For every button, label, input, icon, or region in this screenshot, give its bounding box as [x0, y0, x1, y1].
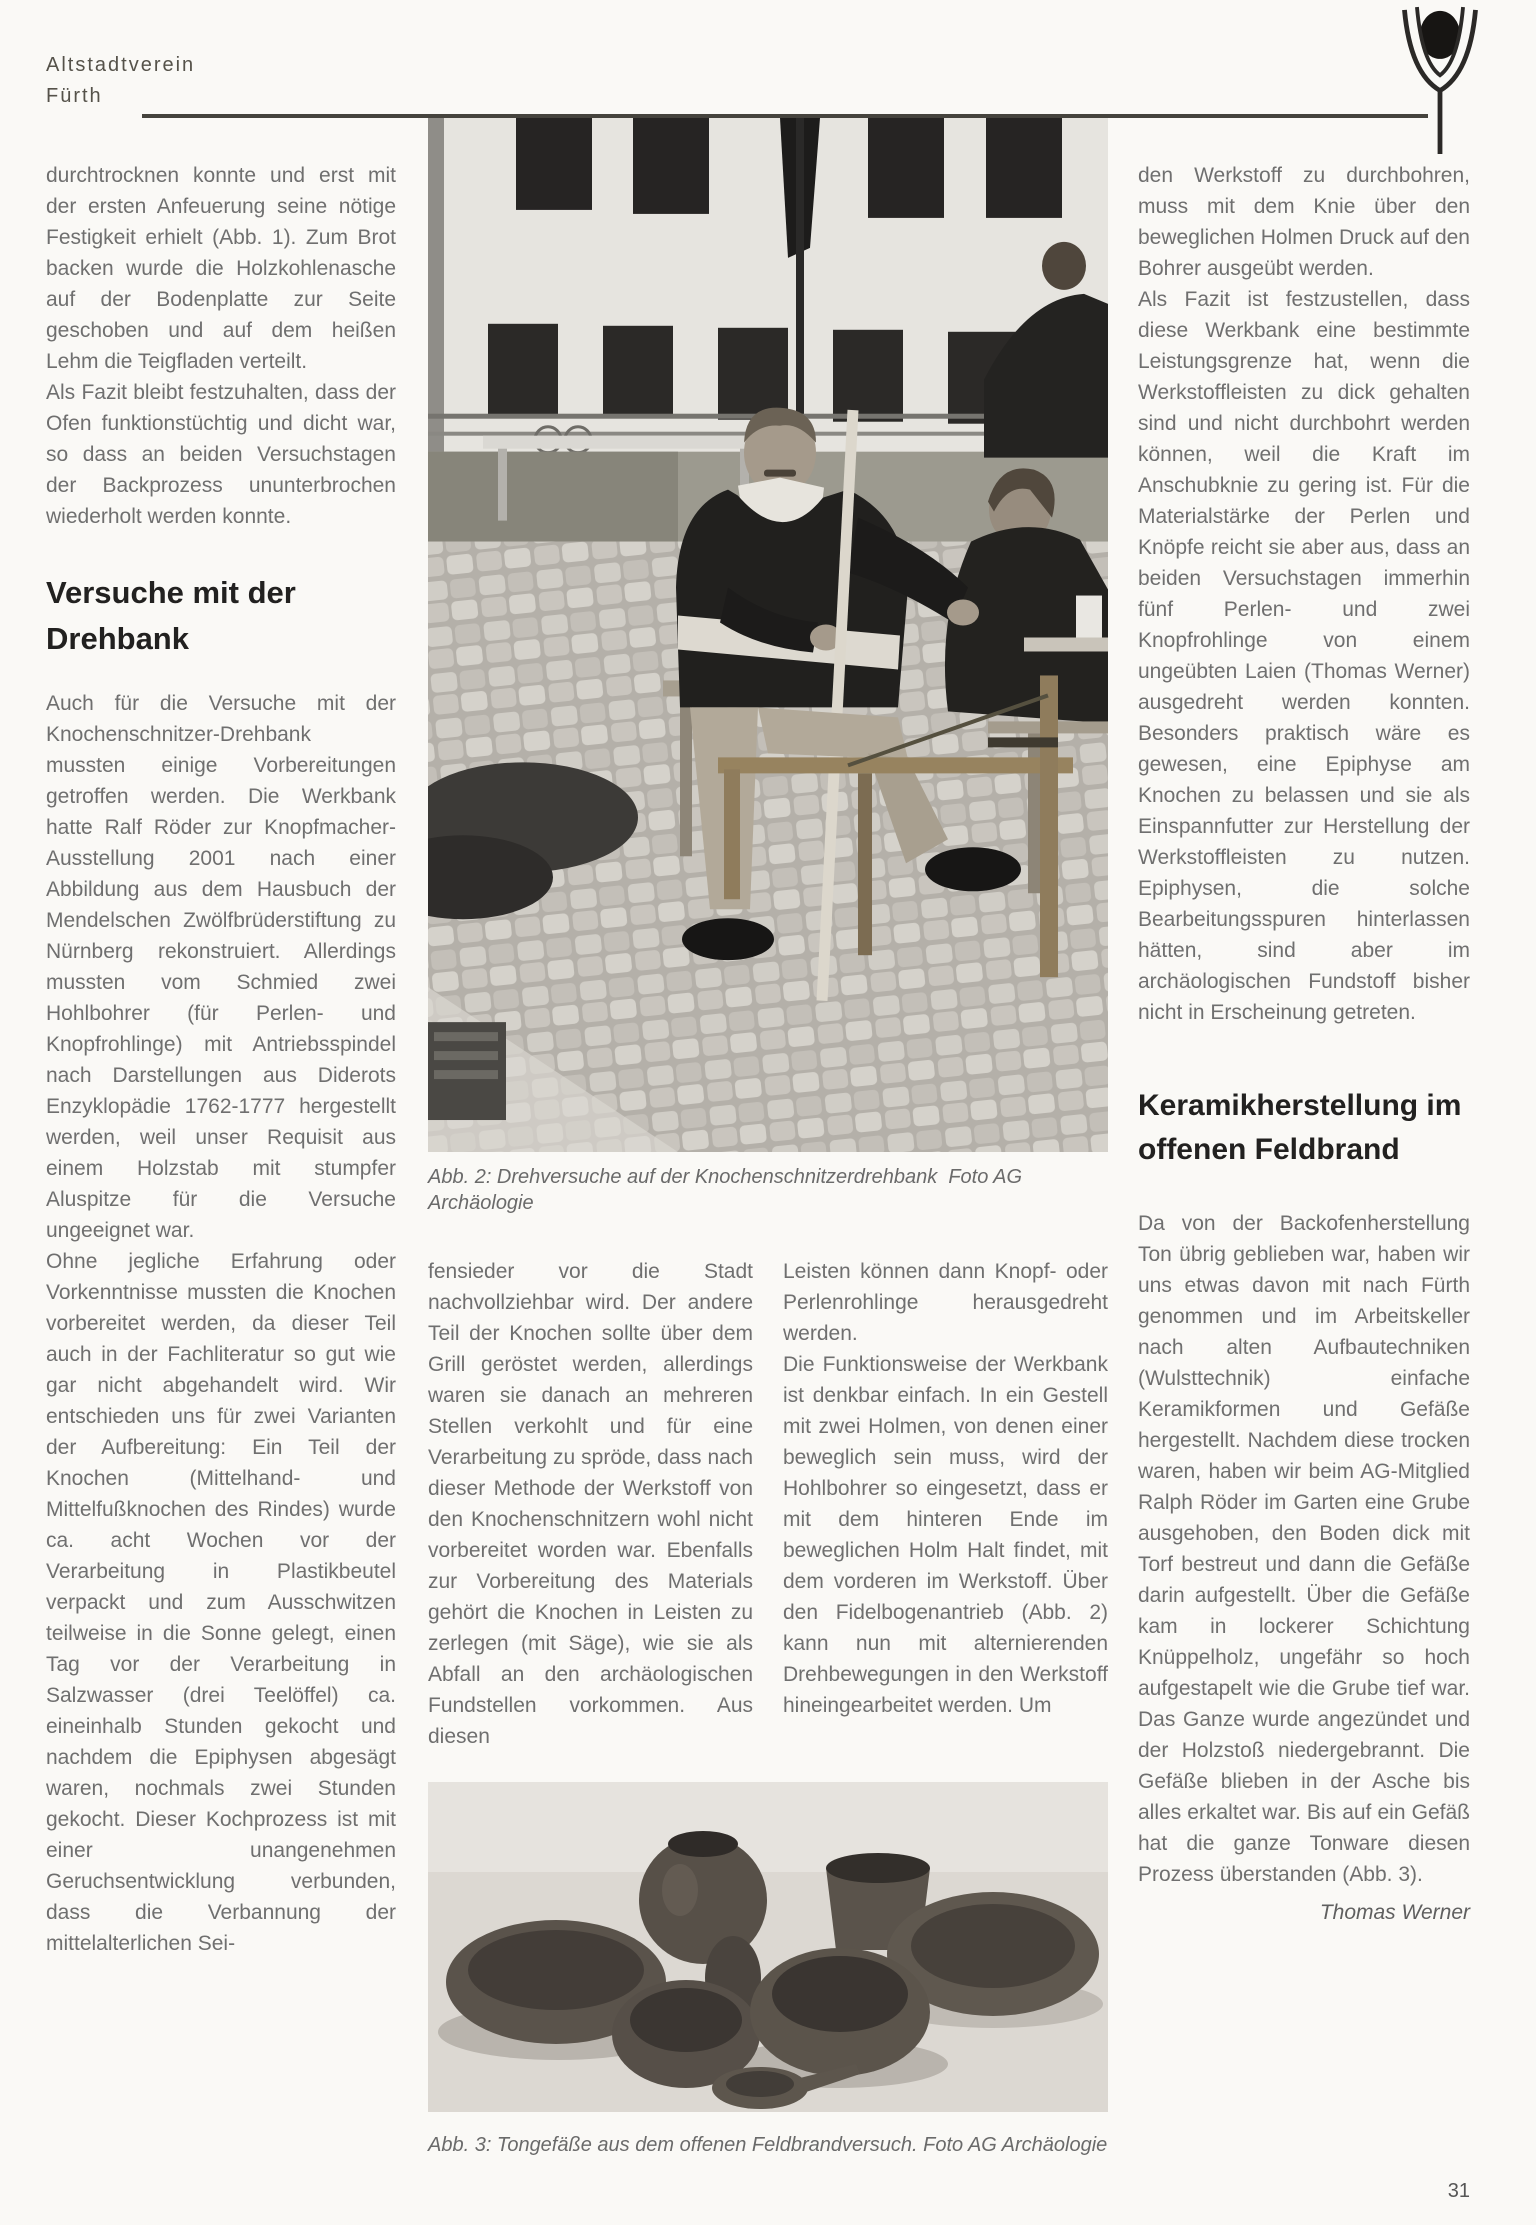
- body-paragraph: durchtrocknen konnte und erst mit der ersten Anfeuerung seine nötige Festigkeit erhielt (Abb. 1). Zum Brot backen wurde die Holzkohlenasche auf der Bodenplatte zur Seite geschoben und auf dem heißen Lehm die Teigfladen verteilt.: [46, 164, 396, 373]
- middle-subcolumn-b: [783, 1256, 1108, 1752]
- photo-drehbank-abb2: [428, 118, 1108, 1152]
- photo-tongefaesse-abb3: [428, 1782, 1108, 2112]
- body-paragraph: Als Fazit bleibt festzuhalten, dass der Ofen funktionstüchtig und dicht war, so dass an beiden Versuchstagen der Backprozess ununterbrochen wiederholt werden konnte.: [46, 381, 396, 528]
- body-paragraph: fensieder vor die Stadt nachvollziehbar wird. Der andere Teil der Knochen sollte über dem Grill geröstet werden, allerdings waren sie danach an mehreren Stellen verkohlt und für eine Verarbeitung zu spröde, dass nach dieser Methode der Werkstoff von den Knochenschnitzern wohl nicht vorbereitet worden war. Ebenfalls zur Vorbereitung des Materials gehört die Knochen in Leisten zu zerlegen (mit Säge), wie sie als Abfall an den archäologischen Fundstellen vorkommen. Aus diesen: [428, 1260, 753, 1748]
- middle-text-columns: [428, 1256, 1108, 1752]
- brand-association: Altstadtverein: [46, 54, 196, 76]
- body-paragraph: Da von der Backofenherstellung Ton übrig geblieben war, haben wir uns etwas davon mit nach Fürth genommen und im Arbeitskeller nach alten Aufbautechniken (Wulsttechnik) einfache Keramikformen und Gefäße hergestellt. Nachdem diese trocken waren, haben wir beim AG-Mitglied Ralph Röder im Garten eine Grube ausgehoben, den Boden dick mit Torf bestreut und dann die Gefäße darin aufgestellt. Über die Gefäße kam in lockerer Schichtung Knüppelholz, ungefähr so hoch aufgestapelt wie die Grube tief war. Das Ganze wurde angezündet und der Holzstoß niedergebrannt. Die Gefäße blieben in der Asche bis alles erkaltet war. Bis auf ein Gefäß hat die ganze Tonware diesen Prozess überstanden (Abb. 3).: [1138, 1212, 1470, 1886]
- figure-abb2-caption: Abb. 2: Drehversuche auf der Knochenschnitzerdrehbank Foto AG Archäologie: [428, 1166, 1027, 1214]
- section-heading-keramik: Keramikherstellung im offenen Feldbrand: [1138, 1089, 1462, 1166]
- section-heading-drehbank: Versuche mit der Drehbank: [46, 575, 296, 656]
- figure-abb3-caption: Abb. 3: Tongefäße aus dem offenen Feldbrandversuch. Foto AG Archäologie: [428, 2134, 1108, 2156]
- page-number: 31: [1447, 2180, 1470, 2202]
- middle-subcolumn-a: [428, 1256, 753, 1752]
- body-paragraph: den Werkstoff zu durchbohren, muss mit dem Knie über den beweglichen Holmen Druck auf den Bohrer ausgeübt werden.: [1138, 164, 1470, 280]
- body-paragraph: Leisten können dann Knopf- oder Perlenrohlinge herausgedreht werden.: [783, 1260, 1108, 1345]
- body-paragraph: Die Funktionsweise der Werkbank ist denkbar einfach. In ein Gestell mit zwei Holmen, von denen einer beweglich sein muss, wird der Hohlbohrer so eingesetzt, dass er mit dem hinteren Ende im beweglichen Holm Halt findet, mit dem vorderen im Werkstoff. Über den Fidelbogenantrieb (Abb. 2) kann nun mit alternierenden Drehbewegungen in den Werkstoff hineingearbeitet werden. Um: [783, 1353, 1108, 1717]
- brand-city: Fürth: [46, 85, 103, 107]
- left-column: [46, 160, 396, 1959]
- author-signature: Thomas Werner: [1319, 1901, 1470, 1924]
- body-paragraph: Ohne jegliche Erfahrung oder Vorkenntnisse mussten die Knochen vorbereitet werden, da dieser Teil auch in der Fachliteratur so gut wie gar nicht abgehandelt wird. Wir entschieden uns für zwei Varianten der Aufbereitung: Ein Teil der Knochen (Mittelhand- und Mittelfußknochen des Rindes) wurde ca. acht Wochen vor der Verarbeitung in Plastikbeutel verpackt und zum Ausschwitzen teilweise in die Sonne gelegt, einen Tag vor der Verarbeitung in Salzwasser (drei Teelöffel) ca. eineinhalb Stunden gekocht und nachdem die Epiphysen abgesägt waren, nochmals zwei Stunden gekocht. Dieser Kochprozess ist mit einer unangenehmen Geruchsentwicklung verbunden, dass die Verbannung der mittelalterlichen Sei-: [46, 1250, 396, 1955]
- middle-column: [428, 118, 1108, 2158]
- tulip-logo-icon: [1392, 6, 1488, 156]
- brand: [46, 50, 195, 112]
- body-paragraph: Auch für die Versuche mit der Knochenschnitzer-Drehbank mussten einige Vorbereitungen getroffen werden. Die Werkbank hatte Ralf Röder zur Knopfmacher-Ausstellung 2001 nach einer Abbildung aus dem Hausbuch der Mendelschen Zwölfbrüderstiftung zu Nürnberg rekonstruiert. Allerdings mussten vom Schmied zwei Hohlbohrer (für Perlen- und Knopfrohlinge) mit Antriebsspindel nach Darstellungen aus Diderots Enzyklopädie 1762-1777 hergestellt werden, weil unser Requisit aus einem Holzstab mit stumpfer Aluspitze für die Versuche ungeeignet war.: [46, 692, 396, 1242]
- body-paragraph: Als Fazit ist festzustellen, dass diese Werkbank eine bestimmte Leistungsgrenze hat, wenn die Werkstoffleisten zu dick gehalten sind und nicht durchbohrt werden können, weil die Kraft im Anschubknie zu gering ist. Für die Materialstärke der Perlen und Knöpfe reicht sie aber aus, dass an beiden Versuchstagen immerhin fünf Perlen- und zwei Knopfrohlinge von einem ungeübten Laien (Thomas Werner) ausgedreht werden konnten. Besonders praktisch wäre es gewesen, eine Epiphyse am Knochen zu belassen und sie als Einspannfutter zur Herstellung der Werkstoffleisten zu nutzen. Epiphysen, die solche Bearbeitungsspuren hinterlassen hätten, sind aber im archäologischen Fundstoff bisher nicht in Erscheinung getreten.: [1138, 288, 1470, 1024]
- right-column: [1138, 160, 1470, 1928]
